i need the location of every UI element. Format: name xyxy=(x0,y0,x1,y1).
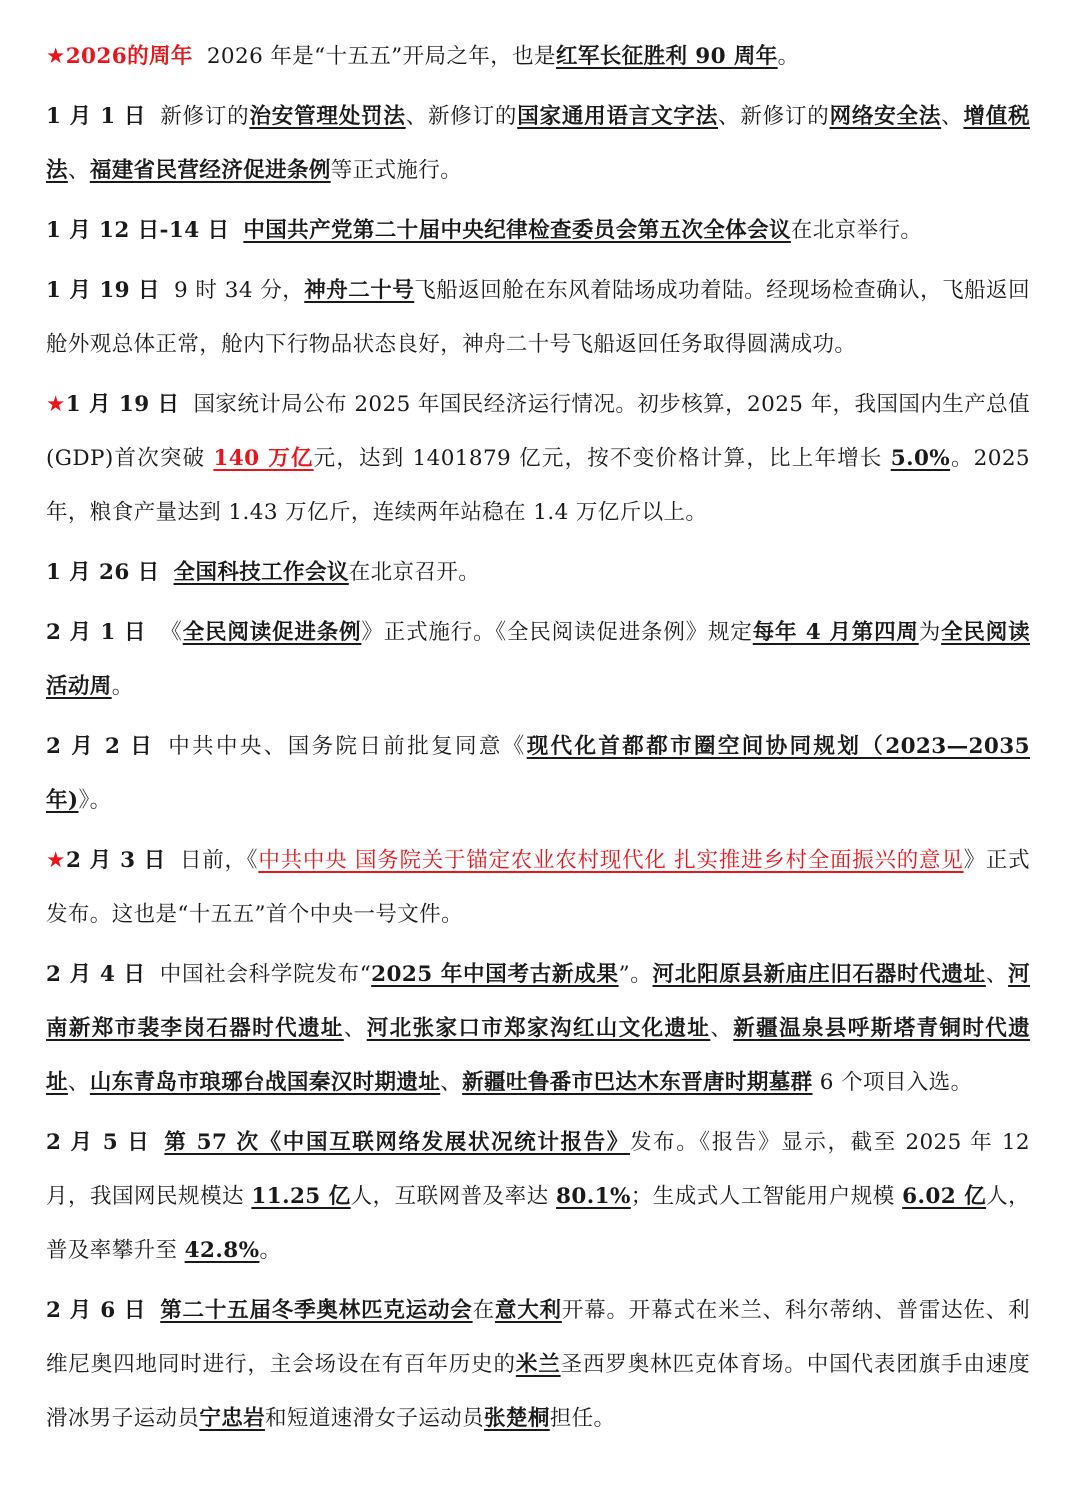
entry-text: 、 xyxy=(985,962,1009,987)
entry-text: ”。 xyxy=(618,962,653,987)
entry-text: 为 xyxy=(918,620,942,645)
entry-text: 圣西罗奥林匹克体育场。中国代表团旗手由速度滑冰男子运动员 xyxy=(46,1352,1030,1431)
entry-text: 9 时 34 分， xyxy=(174,278,305,303)
highlighted-term: 新疆吐鲁番市巴达木东晋唐时期墓群 xyxy=(462,1070,813,1095)
entry-text: 。2025 年，粮食产量达到 1.43 万亿斤，连续两年站稳在 1.4 万亿斤以上。 xyxy=(46,446,1030,525)
highlighted-term: 意大利 xyxy=(494,1298,562,1323)
entry-text: 、 xyxy=(67,1070,90,1095)
timeline-entry xyxy=(46,1116,1030,1278)
timeline-entry xyxy=(46,30,1030,84)
highlighted-term: 现代化首都都市圈空间协同规划（2023—2035 年) xyxy=(46,734,1030,813)
highlighted-term: 福建省民营经济促进条例 xyxy=(89,158,331,183)
highlighted-term: 宁忠岩 xyxy=(199,1406,266,1431)
highlighted-term: 全国科技工作会议 xyxy=(173,560,349,585)
entry-date: 2026的周年 xyxy=(65,44,193,69)
highlighted-term: 山东青岛市琅琊台战国秦汉时期遗址 xyxy=(89,1070,441,1095)
entry-text: 等正式施行。 xyxy=(330,158,463,183)
highlighted-term: 张楚桐 xyxy=(484,1406,550,1431)
star-icon: ★ xyxy=(46,848,67,873)
entry-text: 》正式发布。这也是“十五五”首个中央一号文件。 xyxy=(46,848,1030,927)
entry-text: 开幕。开幕式在米兰、科尔蒂纳、普雷达佐、利维尼奥四地同时进行，主会场设在有百年历史的 xyxy=(46,1298,1030,1377)
entry-text: 6 个项目入选。 xyxy=(812,1070,973,1095)
timeline-entry xyxy=(46,948,1030,1110)
entry-text: 》正式施行。《全民阅读促进条例》规定 xyxy=(361,620,753,645)
entry-date: 1 月 19 日 xyxy=(46,278,161,303)
entry-text: ；生成式人工智能用户规模 xyxy=(630,1184,903,1209)
entry-text: 、 xyxy=(941,104,964,129)
timeline-entry xyxy=(46,1284,1030,1446)
timeline-entry xyxy=(46,834,1030,942)
entry-text: 、 xyxy=(343,1016,367,1041)
highlighted-term: 河北阳原县新庙庄旧石器时代遗址 xyxy=(652,962,986,987)
entry-text: 新修订的 xyxy=(160,104,250,129)
highlighted-term: 80.1% xyxy=(556,1184,631,1209)
entry-date: 2 月 2 日 xyxy=(46,734,155,759)
entry-date: 2 月 6 日 xyxy=(46,1298,147,1323)
highlighted-term: 网络安全法 xyxy=(829,104,942,129)
highlighted-term: 河北张家口市郑家沟红山文化遗址 xyxy=(366,1016,711,1041)
highlighted-term: 增值税法 xyxy=(46,104,1030,183)
highlighted-term: 中共中央 国务院关于锚定农业农村现代化 扎实推进乡村全面振兴的意见 xyxy=(258,848,964,873)
highlighted-term: 第 57 次《中国互联网络发展状况统计报告》 xyxy=(164,1130,630,1155)
highlighted-term: 治安管理处罚法 xyxy=(249,104,406,129)
entry-text: 人，普及率攀升至 xyxy=(46,1184,1030,1263)
entry-date: 2 月 1 日 xyxy=(46,620,147,645)
highlighted-term: 每年 4 月第四周 xyxy=(752,620,919,645)
entry-date: 1 月 1 日 xyxy=(46,104,147,129)
entry-text: 《 xyxy=(160,620,183,645)
highlighted-term: 5.0% xyxy=(890,446,951,471)
highlighted-term: 河南新郑市裴李岗石器时代遗址 xyxy=(46,962,1030,1041)
entry-text: 人，互联网普及率达 xyxy=(350,1184,556,1209)
entry-date: 2 月 5 日 xyxy=(46,1130,151,1155)
highlighted-term: 6.02 亿 xyxy=(902,1184,987,1209)
timeline-entry xyxy=(46,90,1030,198)
highlighted-term: 国家通用语言文字法 xyxy=(517,104,719,129)
entry-text: 在北京举行。 xyxy=(790,218,923,243)
star-icon: ★ xyxy=(46,44,66,69)
entry-text: 飞船返回舱在东风着陆场成功着陆。经现场检查确认，飞船返回舱外观总体正常，舱内下行物品状态良好，神舟二十号飞船返回任务取得圆满成功。 xyxy=(46,278,1030,357)
timeline-entry xyxy=(46,204,1030,258)
entry-text: 中共中央、国务院日前批复同意《 xyxy=(168,734,527,759)
entry-text: 、新修订的 xyxy=(405,104,518,129)
highlighted-term: 2025 年中国考古新成果 xyxy=(371,962,619,987)
entry-text: 在 xyxy=(472,1298,495,1323)
entry-text: 国家统计局公布 2025 年国民经济运行情况。初步核算，2025 年，我国国内生产总值(GDP)首次突破 xyxy=(46,392,1030,471)
entry-date: 1 月 12 日-14 日 xyxy=(46,218,230,243)
highlighted-term: 42.8% xyxy=(184,1238,260,1263)
entry-text: 。 xyxy=(111,674,134,699)
highlighted-term: 新疆温泉县呼斯塔青铜时代遗址 xyxy=(46,1016,1031,1095)
entry-date: 2 月 4 日 xyxy=(46,962,146,987)
timeline-entry xyxy=(46,264,1030,372)
highlighted-term: 全民阅读活动周 xyxy=(46,620,1031,699)
timeline-entry xyxy=(46,378,1030,540)
highlighted-term: 中国共产党第二十届中央纪律检查委员会第五次全体会议 xyxy=(243,218,791,243)
entry-text: 和短道速滑女子运动员 xyxy=(265,1406,485,1431)
star-icon: ★ xyxy=(46,392,66,417)
highlighted-term: 神舟二十号 xyxy=(304,278,415,303)
entry-text: 。 xyxy=(777,44,800,69)
entry-text: 、 xyxy=(440,1070,463,1095)
entry-text: 》。 xyxy=(78,788,112,813)
highlighted-term: 11.25 亿 xyxy=(251,1184,351,1209)
entry-text: 、新修订的 xyxy=(718,104,830,129)
entry-text: 、 xyxy=(67,158,90,183)
highlighted-term: 第二十五届冬季奥林匹克运动会 xyxy=(160,1298,473,1323)
timeline-entry xyxy=(46,546,1030,600)
entry-text: 在北京召开。 xyxy=(348,560,481,585)
timeline-entry xyxy=(46,720,1030,828)
entry-text: 元，达到 1401879 亿元，按不变价格计算，比上年增长 xyxy=(313,446,891,471)
entry-text: 2026 年是“十五五”开局之年，也是 xyxy=(206,44,556,69)
entry-text: 担任。 xyxy=(549,1406,616,1431)
highlighted-term: 红军长征胜利 90 周年 xyxy=(555,44,778,69)
document-body xyxy=(46,30,1030,1452)
entry-date: 2 月 3 日 xyxy=(66,848,167,873)
entry-text: 发布。《报告》显示，截至 2025 年 12 月，我国网民规模达 xyxy=(46,1130,1030,1209)
entry-text: 、 xyxy=(710,1016,734,1041)
entry-text: 日前，《 xyxy=(180,848,259,873)
entry-text: 中国社会科学院发布“ xyxy=(159,962,372,987)
entry-date: 1 月 26 日 xyxy=(46,560,160,585)
entry-text: 。 xyxy=(259,1238,282,1263)
highlighted-term: 140 万亿 xyxy=(213,446,314,471)
highlighted-term: 全民阅读促进条例 xyxy=(182,620,362,645)
entry-date: 1 月 19 日 xyxy=(65,392,180,417)
highlighted-term: 米兰 xyxy=(515,1352,561,1377)
timeline-entry xyxy=(46,606,1030,714)
